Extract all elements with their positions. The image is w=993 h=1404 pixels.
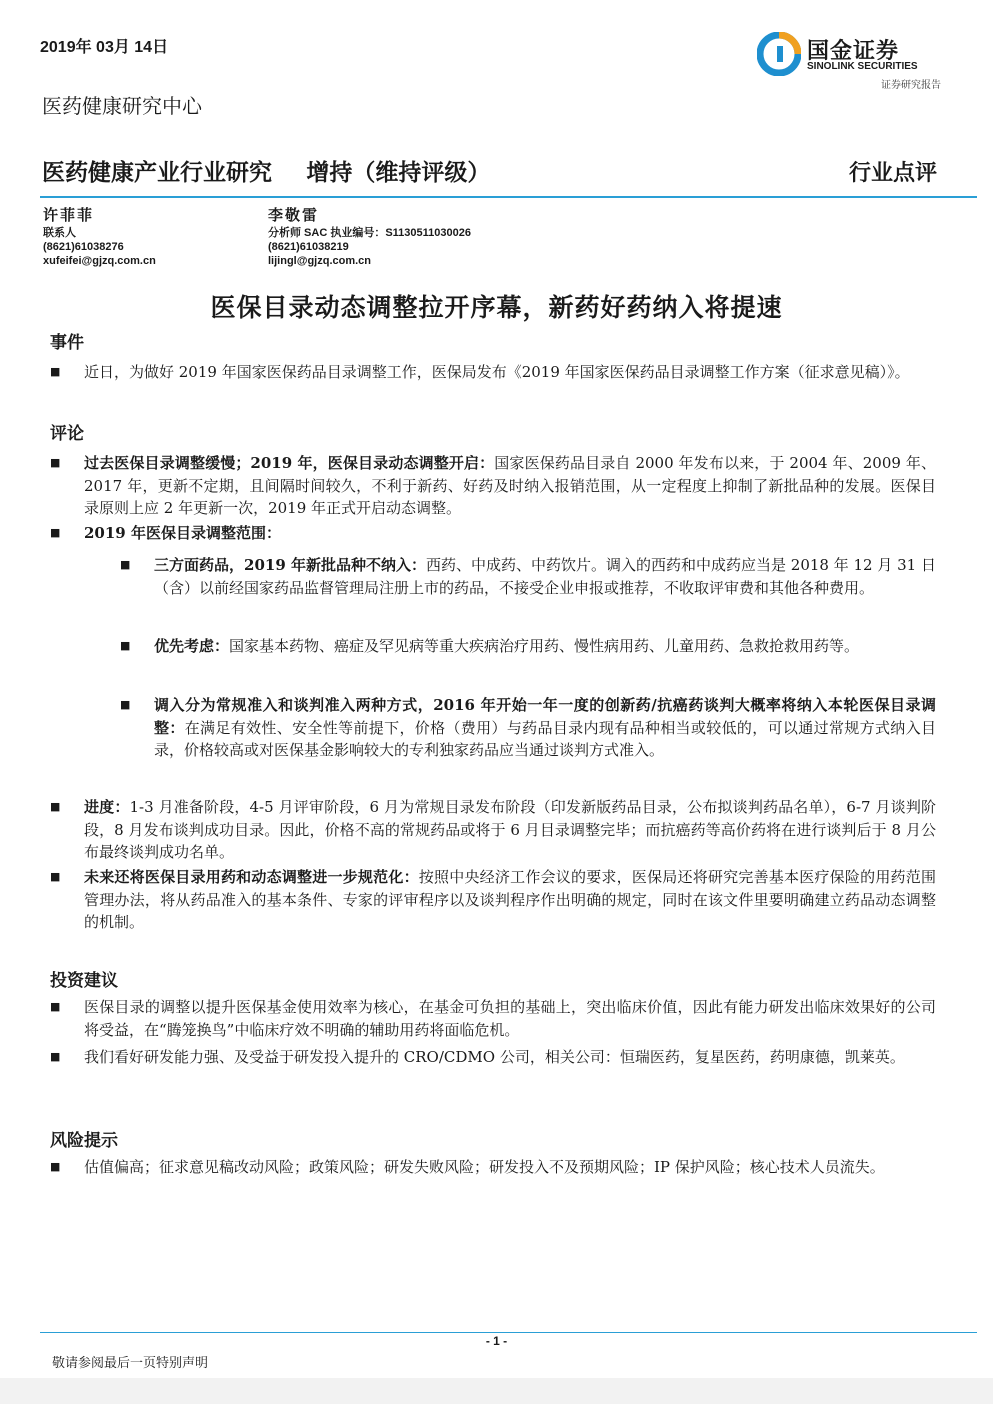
section-heading-risk: 风险提示 bbox=[50, 1131, 118, 1151]
report-title: 医保目录动态调整拉开序幕，新药好药纳入将提速 bbox=[210, 293, 783, 322]
analyst-2 bbox=[268, 208, 471, 268]
footer-rule bbox=[40, 1332, 977, 1333]
disclaimer: 敬请参阅最后一页特别声明 bbox=[52, 1356, 209, 1371]
item-text: 医保目录的调整以提升医保基金使用效率为核心，在基金可负担的基础上，突出临床价值，因此有能力研发出临床效果好的公司将受益，在“腾笼换鸟”中临床疗效不明确的辅助用药将面临危机。 bbox=[84, 998, 936, 1039]
item-text bbox=[84, 452, 936, 520]
analyst-phone: (8621)61038276 bbox=[43, 241, 124, 253]
item-body: 国家基本药物、癌症及罕见病等重大疾病治疗用药、慢性病用药、儿童用药、急救抢救用药等。 bbox=[229, 637, 860, 655]
item-lead: 优先考虑： bbox=[154, 637, 230, 655]
bullet-icon: ■ bbox=[50, 1000, 61, 1013]
bullet-icon: ■ bbox=[50, 365, 61, 378]
section-heading-invest: 投资建议 bbox=[50, 971, 118, 991]
item-text bbox=[154, 554, 936, 599]
item-text: 估值偏高；征求意见稿改动风险；政策风险；研发失败风险；研发投入不及预期风险；IP 保护风险；核心技术人员流失。 bbox=[84, 1158, 885, 1176]
logo-en: SINOLINK SECURITIES bbox=[807, 61, 918, 72]
bullet-icon: ■ bbox=[50, 800, 61, 813]
item-text bbox=[84, 796, 936, 864]
analyst-email[interactable]: lijingl@gjzq.com.cn bbox=[268, 255, 372, 267]
item-lead: 调入分为常规准入和谈判准入两种方式，2016 年开始一年一度的创新药/抗癌药谈判大概率将纳入本轮医保目录调整： bbox=[154, 696, 936, 737]
report-date: 2019年 03月 14日 bbox=[40, 39, 169, 56]
header-rule bbox=[40, 196, 977, 198]
analyst-phone: (8621)61038219 bbox=[268, 241, 349, 253]
item-lead: 未来还将医保目录用药和动态调整进一步规范化： bbox=[84, 868, 419, 886]
item-body: 西药、中成药、中药饮片。调入的西药和中成药应当是 2018 年 12 月 31 日（含）以前经国家药品监督管理局注册上市的药品，不接受企业申报或推荐，不收取评审费和其他各种费用。 bbox=[154, 556, 936, 597]
analyst-email[interactable]: xufeifei@gjzq.com.cn bbox=[43, 255, 156, 267]
bullet-icon: ■ bbox=[120, 639, 131, 652]
logo-sub: 证券研究报告 bbox=[881, 80, 941, 91]
section-heading-event: 事件 bbox=[50, 333, 84, 353]
bullet-icon: ■ bbox=[50, 870, 61, 883]
item-body: 在满足有效性、安全性等前提下，价格（费用）与药品目录内现有品种相当或较低的，可以通过常规方式纳入目录，价格较高或对医保基金影响较大的专利独家药品应当通过谈判方式准入。 bbox=[154, 718, 936, 759]
bullet-icon: ■ bbox=[50, 456, 61, 469]
footer-band bbox=[0, 1378, 993, 1404]
sinolink-logo-icon bbox=[757, 32, 801, 76]
item-lead: 进度： bbox=[84, 798, 130, 816]
bullet-icon: ■ bbox=[50, 1050, 61, 1063]
page-number: - 1 - bbox=[485, 1334, 508, 1348]
sinolink-logo bbox=[757, 32, 947, 90]
industry-title: 医药健康产业行业研究 bbox=[42, 159, 272, 185]
item-text: 近日，为做好 2019 年国家医保药品目录调整工作，医保局发布《2019 年国家医保药品目录调整工作方案（征求意见稿）》。 bbox=[84, 363, 910, 381]
research-center: 医药健康研究中心 bbox=[42, 94, 202, 118]
bullet-icon: ■ bbox=[120, 558, 131, 571]
item-text bbox=[84, 522, 936, 545]
item-lead: 过去医保目录调整缓慢；2019 年，医保目录动态调整开启： bbox=[84, 454, 495, 472]
item-text bbox=[154, 635, 936, 658]
bullet-icon: ■ bbox=[50, 1160, 61, 1173]
item-body: 1-3 月准备阶段，4-5 月评审阶段，6 月为常规目录发布阶段（印发新版药品目录，公布拟谈判药品名单），6-7 月谈判阶段，8 月发布谈判成功目录。因此，价格不高的常规药品或将于 6 月目录调整完毕；而抗癌药等高价药将在进行谈判后于 8 月公布最终谈判成功名单。 bbox=[84, 798, 936, 861]
rating: 增持（维持评级） bbox=[306, 159, 491, 185]
industry-band bbox=[42, 154, 518, 187]
item-text bbox=[84, 866, 936, 934]
section-heading-comment: 评论 bbox=[50, 424, 84, 444]
analyst-1 bbox=[43, 208, 156, 268]
analyst-role: 分析师 SAC 执业编号：S1130511030026 bbox=[268, 227, 471, 239]
analyst-name: 李敬雷 bbox=[268, 206, 320, 224]
item-text bbox=[154, 694, 936, 762]
item-body: 按照中央经济工作会议的要求，医保局还将研究完善基本医疗保险的用药范围管理办法，将从药品准入的基本条件、专家的评审程序以及谈判程序作出明确的规定，同时在该文件里要明确建立药品动态调整的机制。 bbox=[84, 868, 936, 931]
analyst-name: 许菲菲 bbox=[43, 206, 95, 224]
item-lead: 2019 年医保目录调整范围： bbox=[84, 524, 281, 542]
logo-cn: 国金证券 bbox=[807, 38, 900, 63]
report-type: 行业点评 bbox=[848, 160, 937, 186]
bullet-icon: ■ bbox=[50, 526, 61, 539]
item-text: 我们看好研发能力强、及受益于研发投入提升的 CRO/CDMO 公司，相关公司：恒瑞医药，复星医药，药明康德，凯莱英。 bbox=[84, 1048, 905, 1066]
item-body: 国家医保药品目录自 2000 年发布以来，于 2004 年、2009 年、2017 年，更新不定期，且间隔时间较久，不利于新药、好药及时纳入报销范围，从一定程度上抑制了新批品种的发展。医保目录原则上应 2 年更新一次，2019 年正式开启动态调整。 bbox=[84, 454, 936, 517]
bullet-icon: ■ bbox=[120, 698, 131, 711]
analyst-role: 联系人 bbox=[43, 227, 76, 239]
item-lead: 三方面药品，2019 年新批品种不纳入： bbox=[154, 556, 426, 574]
